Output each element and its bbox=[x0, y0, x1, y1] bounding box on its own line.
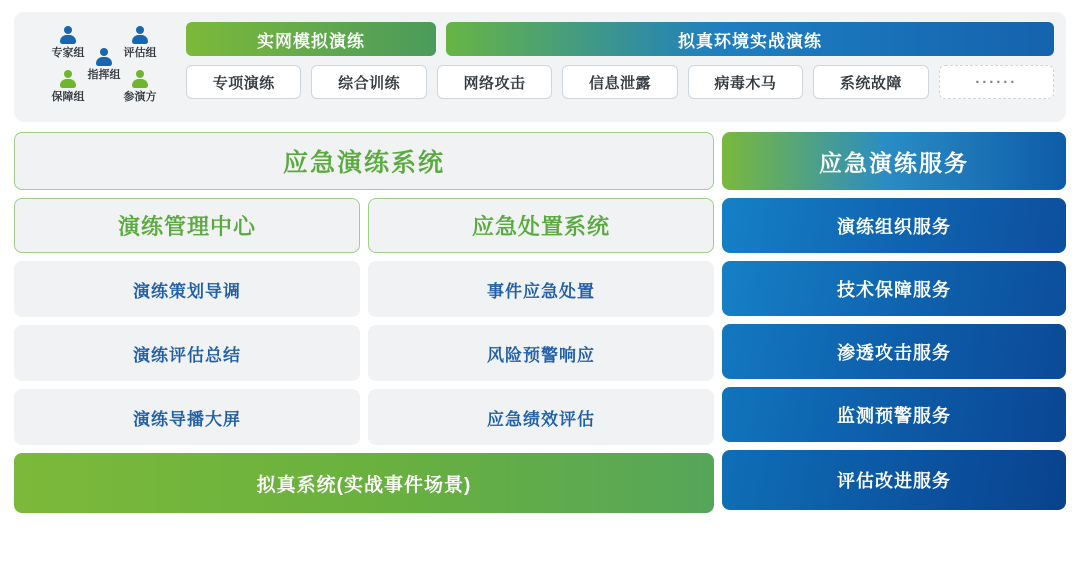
cell-risk-early-warning-response: 风险预警响应 bbox=[368, 325, 714, 381]
chip-more: ······ bbox=[939, 65, 1054, 99]
person-icon bbox=[94, 48, 114, 68]
chip-comprehensive-training: 综合训练 bbox=[311, 65, 426, 99]
system-column bbox=[14, 132, 714, 513]
role-label: 指挥组 bbox=[87, 69, 121, 81]
person-icon bbox=[58, 26, 78, 46]
roles-group bbox=[26, 22, 176, 112]
role-label: 保障组 bbox=[51, 91, 85, 103]
system-subheaders bbox=[14, 198, 714, 253]
cell-drill-planning: 演练策划导调 bbox=[14, 261, 360, 317]
cell-drill-evaluation-summary: 演练评估总结 bbox=[14, 325, 360, 381]
system-row-1 bbox=[14, 261, 714, 317]
service-monitoring-early-warning: 监测预警服务 bbox=[722, 387, 1066, 442]
system-row-2 bbox=[14, 325, 714, 381]
chip-special-drill: 专项演练 bbox=[186, 65, 301, 99]
role-label: 评估组 bbox=[123, 47, 157, 59]
service-penetration-attack: 渗透攻击服务 bbox=[722, 324, 1066, 379]
role-participant-group bbox=[114, 70, 166, 103]
emergency-handling-system-title: 应急处置系统 bbox=[368, 198, 714, 253]
chip-system-failure: 系统故障 bbox=[813, 65, 928, 99]
simulation-system-footer: 拟真系统(实战事件场景) bbox=[14, 453, 714, 513]
service-evaluation-improvement: 评估改进服务 bbox=[722, 450, 1066, 510]
top-right-area bbox=[186, 22, 1054, 112]
banner-realistic-drill: 拟真环境实战演练 bbox=[446, 22, 1054, 56]
cell-incident-emergency-handling: 事件应急处置 bbox=[368, 261, 714, 317]
service-technical-support: 技术保障服务 bbox=[722, 261, 1066, 316]
banner-row bbox=[186, 22, 1054, 56]
system-row-3 bbox=[14, 389, 714, 445]
system-header: 应急演练系统 bbox=[14, 132, 714, 190]
person-icon bbox=[58, 70, 78, 90]
cell-drill-broadcast-screen: 演练导播大屏 bbox=[14, 389, 360, 445]
chip-network-attack: 网络攻击 bbox=[437, 65, 552, 99]
role-label: 参演方 bbox=[123, 91, 157, 103]
cell-emergency-performance-evaluation: 应急绩效评估 bbox=[368, 389, 714, 445]
role-support-group bbox=[42, 70, 94, 103]
person-icon bbox=[130, 70, 150, 90]
service-drill-organization: 演练组织服务 bbox=[722, 198, 1066, 253]
service-column bbox=[722, 132, 1066, 513]
person-icon bbox=[130, 26, 150, 46]
chip-information-leak: 信息泄露 bbox=[562, 65, 677, 99]
service-header: 应急演练服务 bbox=[722, 132, 1066, 190]
role-label: 专家组 bbox=[51, 47, 85, 59]
top-band bbox=[14, 12, 1066, 122]
drill-management-center-title: 演练管理中心 bbox=[14, 198, 360, 253]
chip-row bbox=[186, 65, 1054, 99]
chip-virus-trojan: 病毒木马 bbox=[688, 65, 803, 99]
main-area bbox=[14, 132, 1066, 513]
banner-simulated-drill: 实网模拟演练 bbox=[186, 22, 436, 56]
